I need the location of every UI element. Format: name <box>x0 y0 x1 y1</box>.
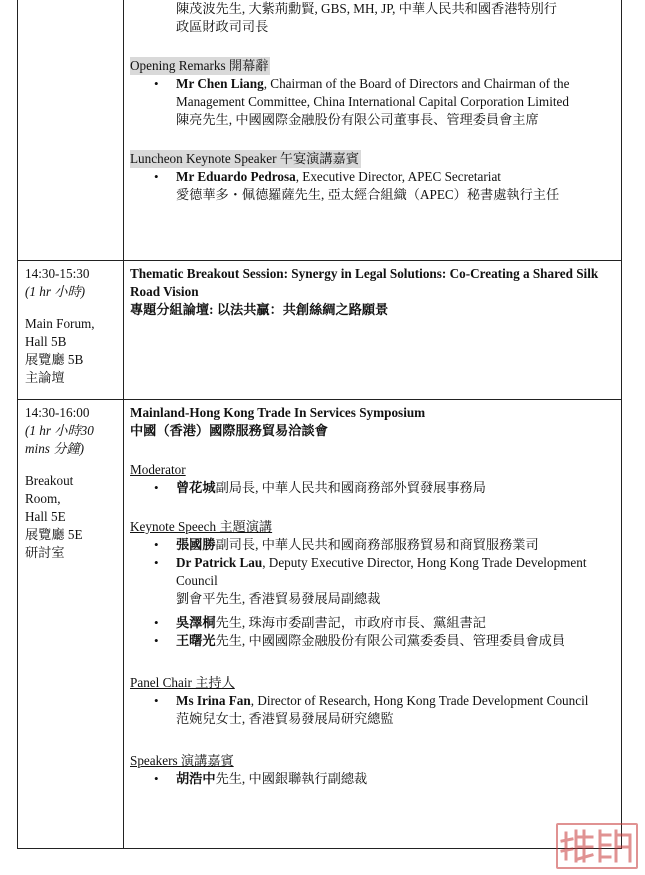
session-title-zh: 中國（香港）國際服務貿易洽談會 <box>130 423 328 438</box>
venue: Main Forum, Hall 5B 展覽廳 5B 主論壇 <box>25 316 95 385</box>
session-cell <box>124 0 622 261</box>
session-cell <box>124 261 622 400</box>
list-item: • Ms Irina Fan, Director of Research, Hong Kong Trade Development Council 范婉兒女士, 香港貿易發展局研究總監 <box>130 692 613 728</box>
time-cell <box>18 0 124 261</box>
continued-speaker: 陳茂波先生, 大紫荊勳賢, GBS, MH, JP, 中華人民共和國香港特別行 政區財政司司長 <box>176 1 557 34</box>
session-time: 14:30-16:00 <box>25 405 90 420</box>
agenda-row <box>18 400 622 849</box>
list-item: • 王曙光先生, 中國國際金融股份有限公司黨委委員、管理委員會成員 <box>130 632 613 650</box>
sohu-logo-icon <box>558 825 636 867</box>
session-duration: (1 hr 小時) <box>25 284 86 299</box>
luncheon-keynote-heading: Luncheon Keynote Speaker 午宴演講嘉賓 <box>130 151 359 166</box>
speaker-name: Mr Chen Liang <box>176 76 264 91</box>
agenda-row <box>18 261 622 400</box>
panel-chair-heading: Panel Chair 主持人 <box>130 675 235 690</box>
time-cell <box>18 261 124 400</box>
speakers-heading: Speakers 演講嘉賓 <box>130 753 234 768</box>
session-time: 14:30-15:30 <box>25 266 90 281</box>
session-title-en: Thematic Breakout Session: Synergy in Legal Solutions: Co-Creating a Shared Silk Road Vision <box>130 266 599 299</box>
opening-remarks-heading: Opening Remarks 開幕辭 <box>130 58 269 73</box>
time-cell <box>18 400 124 849</box>
list-item: • 曾花城副局長, 中華人民共和國商務部外貿發展事務局 <box>130 479 613 497</box>
session-title-zh: 專題分組論壇: 以法共贏：共創絲綢之路願景 <box>130 302 389 317</box>
venue: Breakout Room, Hall 5E 展覽廳 5E 研討室 <box>25 473 83 560</box>
sohu-watermark-logo <box>556 823 638 869</box>
list-item: • 吳澤桐先生, 珠海市委副書記，市政府市長、黨組書記 <box>130 614 613 632</box>
keynote-heading: Keynote Speech 主題演講 <box>130 519 273 534</box>
speaker-name: Mr Eduardo Pedrosa <box>176 169 296 184</box>
session-duration: (1 hr 小時30 mins 分鐘) <box>25 423 94 456</box>
list-item: • Mr Eduardo Pedrosa, Executive Director, APEC Secretariat 愛德華多・佩德羅薩先生, 亞太經合組織（APEC）秘書處執行主任 <box>130 168 613 204</box>
list-item: • Mr Chen Liang, Chairman of the Board of Directors and Chairman of the Management Committee, China International Capital Corporation Limited 陳亮先生, 中國國際金融股份有限公司董事長、管理委員會主席 <box>130 75 613 129</box>
list-item: • 張國勝副司長, 中華人民共和國商務部服務貿易和商貿服務業司 <box>130 536 613 554</box>
session-title-en: Mainland-Hong Kong Trade In Services Symposium <box>130 405 426 420</box>
list-item: • 胡浩中先生, 中國銀聯執行副總裁 <box>130 770 613 788</box>
agenda-row <box>18 0 622 261</box>
session-cell <box>124 400 622 849</box>
list-item: • Dr Patrick Lau, Deputy Executive Director, Hong Kong Trade Development Council 劉會平先生, 香港貿易發展局副總裁 <box>130 554 613 608</box>
agenda-table <box>17 0 622 849</box>
moderator-heading: Moderator <box>130 462 186 477</box>
